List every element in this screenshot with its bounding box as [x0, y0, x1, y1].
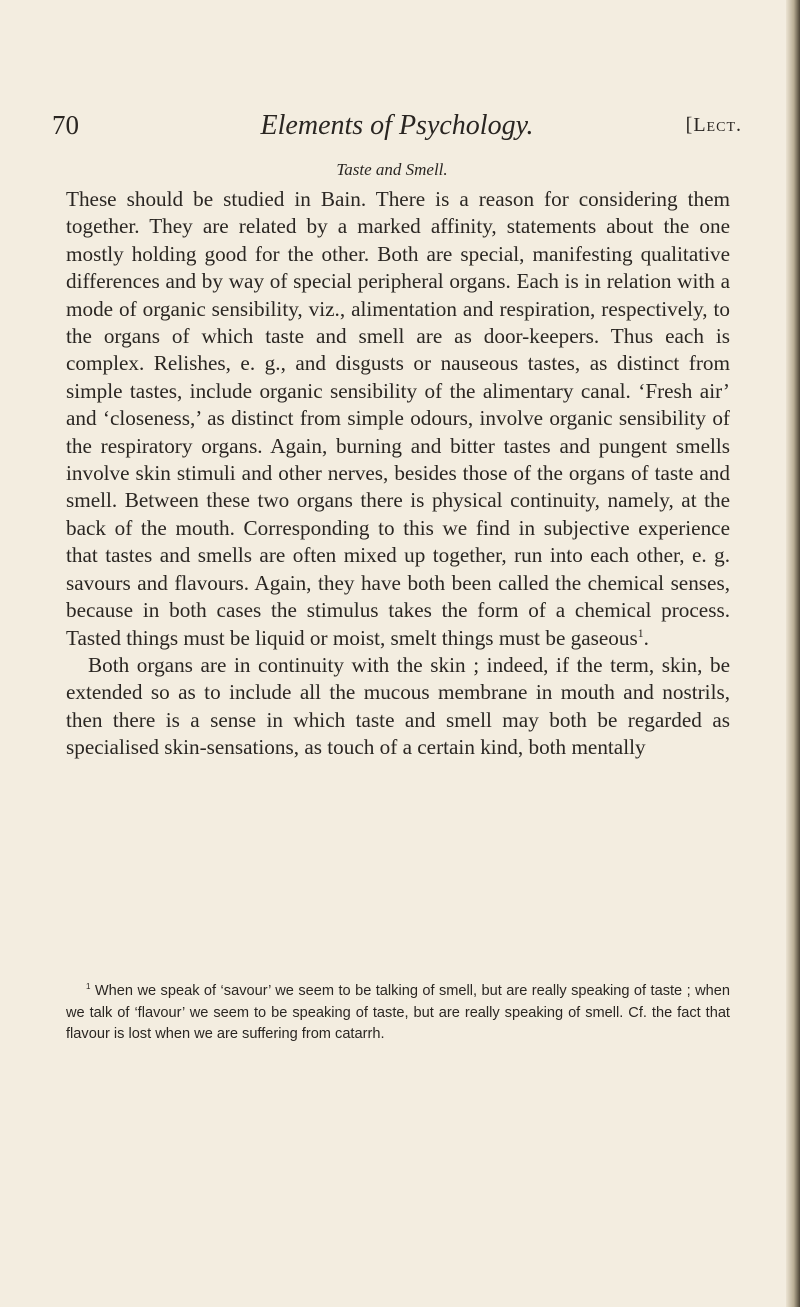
running-head: [52, 110, 742, 150]
footnote-reference: 1: [637, 626, 644, 640]
footnote-marker: 1: [86, 982, 91, 992]
book-title: Elements of Psychology.: [260, 110, 534, 141]
section-mark: [Lect.: [685, 114, 742, 136]
paragraph-2: Both organs are in continuity with the skin ; indeed, if the term, skin, be extended so as to include all the mucous membrane in mouth and nostrils, then there is a sense in which taste and smell may both be regarded as specialised skin-sensations, as touch of a certain kind, both mentally: [66, 652, 730, 760]
page-number: 70: [52, 110, 79, 140]
paragraph-1-text: These should be studied in Bain. There is a reason for considering them together. They are related by a marked affinity, statements about the one mostly holding good for the other. Both are special, manifesting qualitative differences and by way of special peripheral organs. Each is in relation with a mode of organic sensibility, viz., alimentation and respiration, respectively, to the organs of which taste and smell are as door-keepers. Thus each is complex. Relishes, e. g., and disgusts or nauseous tastes, as distinct from simple tastes, include organic sensibility of the alimentary canal. ‘Fresh air’ and ‘closeness,’ as distinct from simple odours, involve organic sensibility of the respiratory organs. Again, burning and bitter tastes and pungent smells involve skin stimuli and other nerves, besides those of the organs of taste and smell. Between these two organs there is physical continuity, namely, at the back of the mouth. Corresponding to this we find in subjective experience that tastes and smells are often mixed up together, run into each other, e. g. savours and flavours. Again, they have both been called the chemical senses, because in both cases the stimulus takes the form of a chemical process. Tasted things must be liquid or moist, smelt things must be gaseous: [66, 187, 730, 650]
body-text: [66, 186, 730, 762]
page-edge-shadow: [786, 0, 800, 1307]
footnote-text: When we speak of ‘savour’ we seem to be talking of smell, but are really speaking of taste ; when we talk of ‘flavour’ we seem to be speaking of taste, but are really speaking of smell. Cf. the fact that flavour is lost when we are suffering from catarrh.: [66, 983, 730, 1043]
paragraph-1: These should be studied in Bain. There is a reason for considering them together. They are related by a marked affinity, statements about the one mostly holding good for the other. Both are special, manifesting qualitative differences and by way of special peripheral organs. Each is in relation with a mode of organic sensibility, viz., alimentation and respiration, respectively, to the organs of which taste and smell are as door-keepers. Thus each is complex. Relishes, e. g., and disgusts or nauseous tastes, as distinct from simple tastes, include organic sensibility of the alimentary canal. ‘Fresh air’ and ‘closeness,’ as distinct from simple odours, involve organic sensibility of the respiratory organs. Again, burning and bitter tastes and pungent smells involve skin stimuli and other nerves, besides those of the organs of taste and smell. Between these two organs there is physical continuity, namely, at the back of the mouth. Corresponding to this we find in subjective experience that tastes and smells are often mixed up together, run into each other, e. g. savours and flavours. Again, they have both been called the chemical senses, because in both cases the stimulus takes the form of a chemical process. Tasted things must be liquid or moist, smelt things must be gaseous$^1$.: [66, 187, 730, 650]
section-heading: Taste and Smell.: [336, 160, 448, 179]
footnote: [66, 981, 730, 1046]
